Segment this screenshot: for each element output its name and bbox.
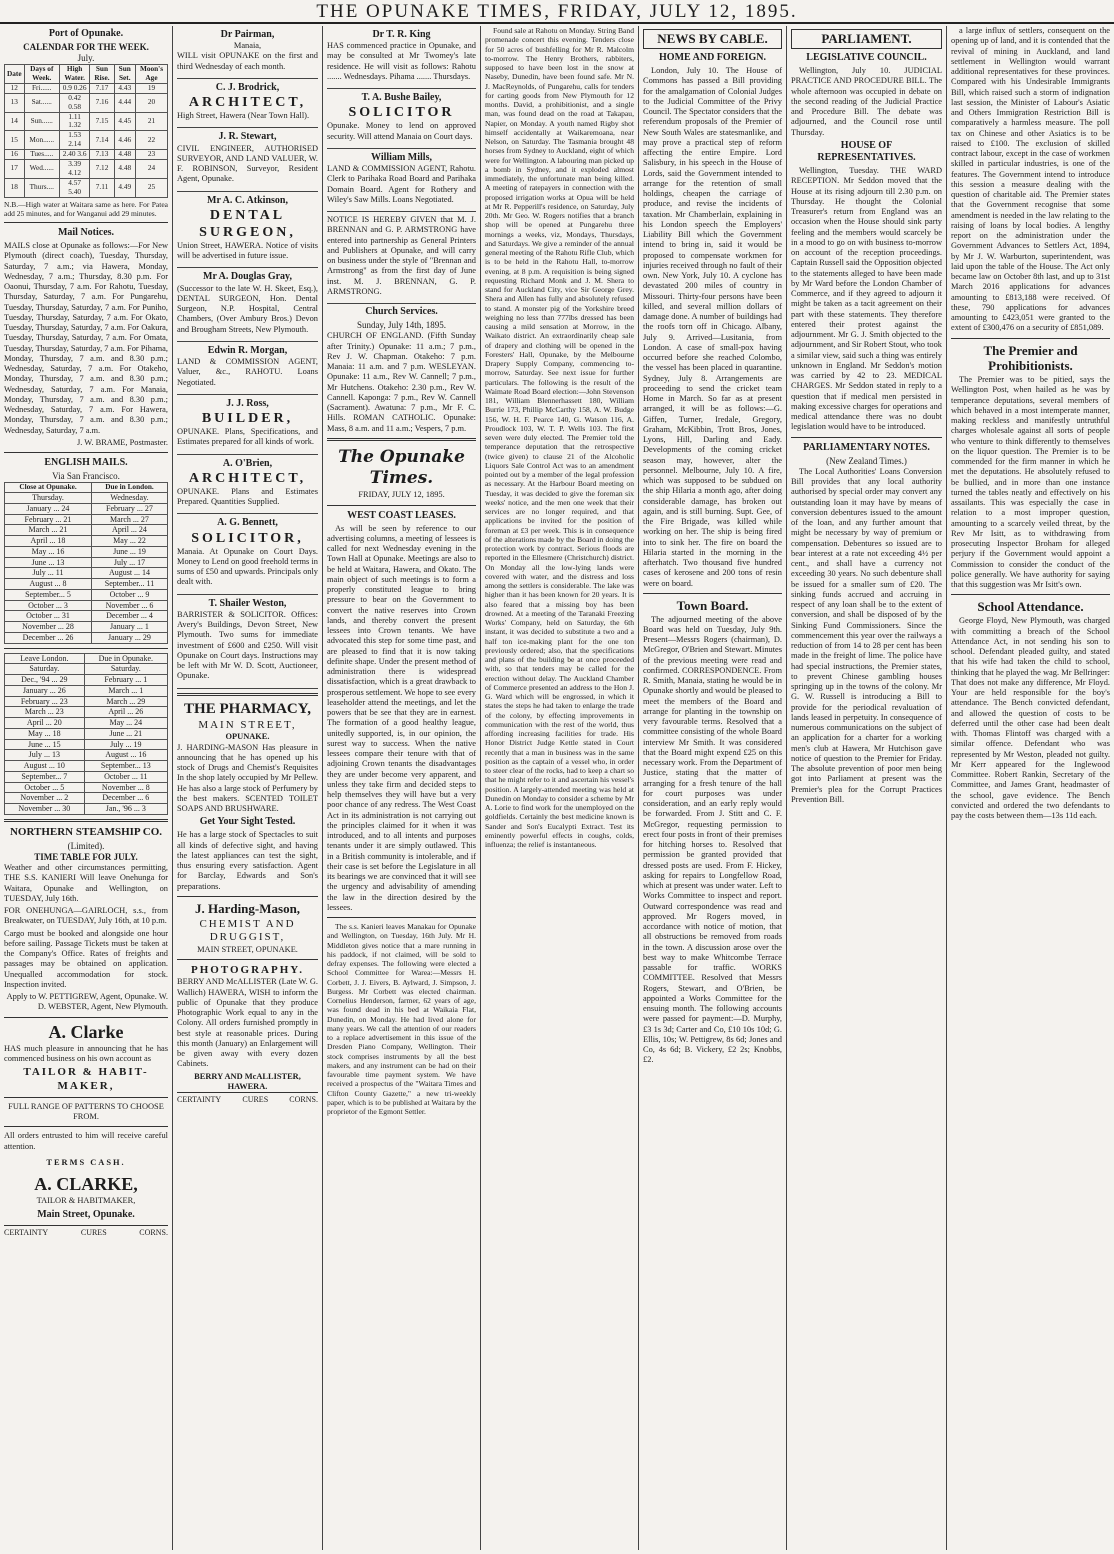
london-mails-cell: June ... 15 <box>5 739 85 750</box>
english-mails-table <box>4 482 168 643</box>
english-mails-row <box>5 557 168 568</box>
premier-title: The Premier and Prohibitionists. <box>983 342 1078 374</box>
tide-row <box>5 131 168 150</box>
london-mails-row <box>5 675 168 686</box>
school-attendance-title: School Attendance. <box>977 599 1084 615</box>
school-attendance-text: George Floyd, New Plymouth, was charged with committing a breach of the School Attendance Act, in not sending his son to school. Defendant pleaded guilty, and stated that his wife had taken the child to school, thinking that he played the wag. Mr Bellringer: That does not make any difference, Mr Floyd. Your are held responsible for the boy's attendance. The Bench convicted defendant, and allowed the question of costs to be deferred until the other case had been dealt with. Thomas Flintoff was charged with a similar offence. Defendant who was represented by Mr Weston, pleaded not guilty. Mr Kerr appeared for the Inglewood Committee. Robert Rankin, Secretary of the Committee, and James Grant, headmaster of the school, gave evidence. The Bench convicted and ordered the two defendants to pay the costs between them—13s 11d each. <box>951 616 1110 821</box>
ad-text: WILL visit OPUNAKE on the first and third Wednesday of each month. <box>177 51 318 71</box>
english-mails-header: Close at Opunake. <box>5 483 92 493</box>
sight-title: Get Your Sight Tested. <box>199 816 296 828</box>
steamship-agents: Apply to W. PETTIGREW, Agent, Opunake. W. D. WEBSTER, Agent, New Plymouth. <box>6 992 168 1012</box>
ad-name: William Mills, <box>371 151 432 163</box>
tide-cell: Thurs.... <box>24 178 59 197</box>
ad-name: J. J. Ross, <box>226 397 269 409</box>
london-mails-cell: November ... 30 <box>5 804 85 815</box>
english-mails-header: Due in London. <box>92 483 168 493</box>
clarke-address: Main Street, Opunake. <box>37 1209 135 1221</box>
ad-block <box>177 595 318 689</box>
pharmacy-text: J. HARDING-MASON Has pleasure in announcing that he has opened up his stock of Drugs and Chemist's Requisites In the shop lately occupied by Mr Pellew. He has also a large stock of Perfumery by the best makers. SCENTED TOILET SOAPS AND BRUSHWARE. <box>177 742 318 814</box>
london-mails-cell: October ... 11 <box>84 771 167 782</box>
london-mails-cell: January ... 26 <box>5 685 85 696</box>
english-mails-cell: May ... 16 <box>5 546 92 557</box>
english-mails-row <box>5 611 168 622</box>
english-mails-cell: March ... 27 <box>92 514 168 525</box>
harding-mason-sub: CHEMIST AND DRUGGIST, <box>199 917 296 944</box>
london-mails-cell: September... 7 <box>5 771 85 782</box>
london-mails-cell: Saturday. <box>84 664 167 675</box>
leader-text: As will be seen by reference to our advertising columns, a meeting of lessees is called for next Wednesday evening in the Town Hall at Opunake. Meetings are also to be held at Waitara, Hawera, and Okato. The main object of such meetings is to form a properly constituted league to bring pressure to bear on the Government to convert the native reserves into Crown lands, and thereby convert the present lessees into Crown tenants. We have advocated this step for some time past, and are pleased to find that it is now taking definite shape. Under the present method of administration there is widespread dissatisfaction, which is a great drawback to prosperous settlement. We hope to see every leaseholder attend the meetings, and let the powers that be see that they are in earnest. The formation of a good healthy league, unitedly supported, is, in our opinion, the surest way to success. When the native lessees compare their tenure with that of adjoining Crown tenants the disadvantages they are under become very apparent, and unless they take firm and decided steps to help themselves they will have but a very poor chance of any redress. The West Coast Act in its administration is not carrying out the principles claimed for it when it was introduced, and to all intents and purposes tenants under it are simply outlawed. This in a British community is intolerable, and if their case is set before the Legislature in all its bearings we are convinced that it will see the urgency and advisability of amending the law in the direction desired by the lessees. <box>327 523 476 912</box>
tide-cell: 17 <box>5 160 25 179</box>
ad-name: C. J. Brodrick, <box>215 81 280 93</box>
ad-block <box>327 89 476 149</box>
english-mails-sub: Via San Francisco. <box>52 471 120 482</box>
tide-cell: 13 <box>5 93 25 112</box>
tide-cell: 7.14 <box>90 131 114 150</box>
london-mails-row <box>5 664 168 675</box>
english-mails-cell: July ... 17 <box>92 557 168 568</box>
column-2-ads <box>177 26 318 689</box>
clarke-range: FULL RANGE OF PATTERNS TO CHOOSE FROM. <box>8 1101 164 1122</box>
ad-headline: ARCHITECT, <box>188 470 307 486</box>
tide-header-cell: Days of Week. <box>24 65 59 84</box>
english-mails-cell: January ... 24 <box>5 503 92 514</box>
english-mails-row <box>5 622 168 633</box>
tide-cell: 4.43 <box>114 83 135 93</box>
column-5 <box>638 26 786 1550</box>
tide-cell: 24 <box>135 160 167 179</box>
english-mails-cell: December ... 4 <box>92 611 168 622</box>
pharmacy-title: THE PHARMACY, <box>184 700 311 717</box>
premier-text: The Premier was to be pitied, says the Wellington Post, when hailed as he was by temperance deputations, several members of which behaved in a most intemperate manner, making reckless and manifestly untruthful charges wholesale against all sorts of people who venture to think differently to themselves on the liquor question. The Premier is to be commended for the firm manner in which he met the deputations. He absolutely refused to be bullied, and in more than one instance turned the tables neatly and effectively on his assailants. This was especially the case in relation to a most improper question, amounting to a scarcely veiled threat, by the Rev Mr Isitt, as to withdrawing from prosecuting Inspector Broham for alleged perjury if the Government would appoint a Commission to consider the conduct of the police generally. We have authority for saying that this suggestion was Mr Isitt's own. <box>951 375 1110 590</box>
london-mails-cell: March ... 1 <box>84 685 167 696</box>
english-mails-row <box>5 536 168 547</box>
column-2 <box>172 26 322 1550</box>
ad-headline: BUILDER, <box>201 411 294 427</box>
cures-word-3: CORNS. <box>289 1095 318 1105</box>
ad-place: Manaia, <box>233 41 262 51</box>
ad-block <box>327 26 476 89</box>
ad-text: OPUNAKE. Plans and Estimates Prepared. Quantities Supplied. <box>177 486 318 507</box>
tide-cell: 4.44 <box>114 93 135 112</box>
ad-block <box>177 514 318 594</box>
clarke-sign: A. CLARKE, <box>34 1174 138 1195</box>
english-mails-cell: December ... 26 <box>5 632 92 643</box>
english-mails-cell: October ... 9 <box>92 589 168 600</box>
house-text: Wellington, Tuesday. THE WARD RECEPTION. Mr Seddon moved that the House at its rising adjourn till 2.30 p.m. on Thursday. He thought the Colonial Treasurer's return from England was an occasion when the House should sink party feeling and the members would scarcely be in a mood to go on with business to-morrow on account of the reception proceedings. Captain Russell said the Opposition objected to the statements alleged to have been made by Mr Ward before the London Chamber of Commerce, and if they agreed to adjourn it might be taken as a tacit agreement on their part with these statements. They therefore entered their protest against the adjournment. Mr G. J. Smith objected to the adjournment, and Sir Robert Stout, who took a similar view, said such a thing was entirely unknown in England. Mr Seddon's motion was carried by 42 to 23. MEDICAL CHARGES. Mr Seddon stated in reply to a question that if medical men persisted in making excessive charges for operations and medical attendance there was no doubt legislation would have to be introduced. <box>791 166 942 432</box>
english-mails-cell: June ... 19 <box>92 546 168 557</box>
tide-row <box>5 93 168 112</box>
london-mails-cell: August ... 10 <box>5 761 85 772</box>
london-mails-cell: March ... 29 <box>84 696 167 707</box>
ad-name: J. R. Stewart, <box>218 131 277 143</box>
ad-block <box>327 212 476 304</box>
ad-name: T. Shailer Weston, <box>208 597 287 609</box>
steamship-text-2: FOR ONEHUNGA—GAIRLOCH, s.s., from Breakwater, on TUESDAY, July 16th, at 10 p.m. <box>4 906 168 926</box>
london-mails-cell: March ... 23 <box>5 707 85 718</box>
tide-row <box>5 150 168 160</box>
town-board-title: Town Board. <box>676 597 749 613</box>
english-mails-row <box>5 632 168 643</box>
cures-word-1: CERTAINTY <box>177 1095 222 1105</box>
steamship-title: NORTHERN STEAMSHIP CO. <box>9 825 163 838</box>
council-text: Wellington, July 10. JUDICIAL PRACTICE AND PROCEDURE BILL. The whole afternoon was occupied in debate on the second reading of the Judicial Practice and Procedure Bill. The debate was adjourned, and the Council rose until Thursday. <box>791 66 942 137</box>
sight-text: He has a large stock of Spectacles to suit all kinds of defective sight, and having the latest appliances can test the sight, thus ensuring every satisfaction. Agent for Barclay, Edwards and Son's preparations. <box>177 830 318 891</box>
ad-block <box>177 342 318 395</box>
column-7-text: a large influx of settlers, consequent on the opening up of land, and it is contended that the revival of mining in Auckland, and land settlement in Wellington would warrant additional representatives for these provinces. Compared with his Undesirable Immigrants Bill, which raised such a storm of indignation last session, the Minister of Labour's Asiatic and Others Immigration Restriction Bill is comparatively a harmless measure. The poll tax on Chinese and other Asiatics is to be raised to £100. The exclusion of skilled contract labour, except in the case of workmen skilled in particular industries, is one of the features. The Government intend to introduce this session a measure dealing with the question of charitable aid. The Premier states that the Government recognise that some amendment is needed in the law relating to the raising of loans by local bodies. A lengthy report on the administration under the Government Advances to Settlers Act, 1894, by Mr J. W. Warburton, superintendent, was laid upon the table of the House. The Act only became law on October 8th last, and up to 31st March 2016 applications for advances amounting to £813,188 were received. Of these, 790 applications for advances amounting to £423,051 were granted to the extent of £300,476 on a security of £851,089. <box>951 26 1110 333</box>
ad-name: Dr T. R. King <box>372 29 431 40</box>
london-mails-cell: April ... 26 <box>84 707 167 718</box>
london-mails-row <box>5 728 168 739</box>
tide-header-cell: High Water. <box>59 65 89 84</box>
tide-cell: 4.48 <box>114 150 135 160</box>
london-mails-cell: September... 13 <box>84 761 167 772</box>
london-mails-cell: May ... 24 <box>84 718 167 729</box>
news-by-cable-title: NEWS BY CABLE. <box>643 29 782 49</box>
local-news-text: Found sale at Rahotu on Monday. String Band promenade concert this evening. Tenders close for 50 acres of bushfelling for Mr R. Malcolm to-morrow. The Henry Brothers, rabbiters, supposed to have been lost in the snow at Naseby, Dunedin, have been found safe. Mr N. J. MacReynolds, of Pungarehu, calls for tenders for carting goods from New Plymouth for 12 months. David, a prohibitionist, and a single man, was found dead on the road at Takapau, Napier, on Monday. A youth named Rigby shot himself accidentally at Waikaremoana, near Nelson, on Saturday. The Tasmania brought 48 horses from Sydney to Auckland, eight of which were for Wellington. A labouring man picked up a bomb in Sydney, and it exploded almost immediately, the unfortunate man being killed. A meeting of ratepayers in connection with the proposed irrigation works at Opua will be held at Mr R. Pepperill's residence, on Saturday, July 20th. Mr Geo. W. Rogers notifies that a branch shop will be opened at Pungarehu three mornings a weeks, viz, Mondays, Thursdays, and Saturdays. We give a reminder of the annual general meeting of the Rahotu Rifle Club, which is to be held in the Rahotu Hall, to-morrow evening, at 8 p.m. A requisition is being signed requesting Richard Monk and J. M. Shera to stand for Auckland City, vice Sir George Grey. Shera and Allen has fully and absolutely refused to stand. A monster pig of the Yorkshire breed weighing no less than 777lbs dressed has been causing a mild sensation at Morrow, in the Waikato district. An extraordinarily cheap sale of drapery and clothing will be opened in the Foresters' Hall, Opunake, by the Melbourne Drapery Supply Company, commencing to-morrow, Saturday. See next issue for further particulars. The following is the result of the Waimate Road Board election:—John Stevenson 181, William Blennerhassett 180, William Burrie 173, Phillip McCarthy 158, A. W. Budge 156, W. H. F. Pearce 140, G. Watson 116, A. Proudlock 103, W. T. P. Wells 103. The first seven were duly elected. The Premier told the temperance deputation that the retrospective (twice given) to clause 21 of the Alcoholic Liquors Sale Control Act was to an amendment pointed out by a member of the legal profession as necessary. At the Harbour Board meeting on Tuesday, it was decided to give the foreman six weeks' notice, and the men one week that their services are no longer required, and that applications be invited for the position of foreman at £3 per week. This is in consequence of the alterations made by the Board in doing the protection work by contract. Serious floods are reported in the Ellesmere (Christchurch) district. On Monday all the low-lying lands were covered with water, and the distress and loss among the settlers is considerable. The lake was higher than it has been known for 20 years. It is also feared that a missing boy has been drowned. At a meeting of the Taranaki Freezing Works' Company, held on Saturday, the 6th instant, it was decided to substitute a two and a half ton ice-making plant for the one ton previously ordered; also, that the specifications and plans of the building be at once proceeded with, so that tenders may be called for the erection without delay. The Auckland Chamber of Commerce presented an address to the Hon J. G. Ward which will be engrossed, in which it states the steps he had taken to enlarge the trade of the colony, by effecting improvements in communication with the rest of the world, thus affording increasing facilities for trade. His Honor District Judge Kettle stated in Court recently that a man in business was in the same position as the captain of a vessel who, in order to steer clear of the rocks, had to keep a chart so that he might refer to it and ascertain his vessel's position. A largely-attended meeting was held at Dunedin on Monday to consider a scheme by Mr A. Lorie to find work for the unemployed on the goldfields. Certainly the best medicine known is Sander and Son's Eucalypti Extract. Test its eminently powerful effects in coughs, colds, influenza; the relief is instantaneous. <box>485 26 634 849</box>
london-mails-row <box>5 793 168 804</box>
photography-text: BERRY AND McALLISTER (Late W. G. Wallich) HAWERA, WISH to inform the public of Opunake that they produce Photographic Work equal to any in the Colony. All orders furnished promptly in best style at reasonable prices. During this month (January) an Enlargement will be given away with every dozen Cabinets. <box>177 977 318 1069</box>
mail-notices-text: MAILS close at Opunake as follows:—For New Plymouth (direct coach), Tuesday, Thursday, Saturday, 7 a.m.; via Hawera, Monday, Wednesday, 7 a.m.; Thursday, 8.30 p.m. For Oaonui, Thursday, 7 a.m. For Rahotu, Tuesday, Thursday, Saturday, 7 a.m. For Pungarehu, Tuesday, Thursday, Saturday, 7 a.m. For Puniho, Tuesday, Thursday, Saturday, 7 a.m. For Okato, Tuesday, Thursday, Saturday, 7 a.m. For Oakura, Tuesday, Thursday, Saturday, 7 a.m. For Omata, Tuesday, Thursday, Saturday, 7 a.m. For Pihama, Monday, Thursday, 7 a.m. and 8.30 p.m.; Wednesday, Saturday, 7 a.m. For Otakeho, Monday, Thursday, 7 a.m. and 8.30 p.m.; Wednesday, Saturday, 7 a.m. For Manaia, Monday, Thursday, 7 a.m. and 8.30 p.m.; Wednesday, Saturday, 7 a.m. For Hawera, Monday, Thursday, 7 a.m. and 8.30 p.m.; Wednesday, Saturday, 7 a.m. <box>4 241 168 435</box>
london-mails-cell: February ... 23 <box>5 696 85 707</box>
tide-row <box>5 83 168 93</box>
ad-name: A. G. Bennett, <box>217 517 278 529</box>
paper-date: FRIDAY, JULY 12, 1895. <box>358 490 445 500</box>
ad-block <box>177 79 318 129</box>
tide-row <box>5 112 168 131</box>
tide-cell: 2.40 3.6 <box>59 150 89 160</box>
tide-cell: 0.9 0.26 <box>59 83 89 93</box>
london-mails-row <box>5 739 168 750</box>
english-mails-cell: April ... 24 <box>92 525 168 536</box>
english-mails-cell: March ... 21 <box>5 525 92 536</box>
tide-cell: 4.45 <box>114 112 135 131</box>
ad-block <box>177 26 318 79</box>
column-3 <box>322 26 480 1550</box>
london-mails-cell: April ... 20 <box>5 718 85 729</box>
clarke-sign-2: TAILOR & HABITMAKER, <box>36 1196 136 1206</box>
london-mails-cell: July ... 13 <box>5 750 85 761</box>
parliament-title: PARLIAMENT. <box>791 29 942 49</box>
church-text: CHURCH OF ENGLAND. (Fifth Sunday after Trinity.) Opunake: 11 a.m.; 7 p.m., Rev J. W. Chapman. Otakeho: 7 p.m. Manaia: 11 a.m. and 7 p.m. WESLEYAN. Opunake: 11 a.m., Rev W. Cannell; 7 p.m., Mr Hutchens. Otakeho: 2.30 p.m., Rev W. Cannell. Kaponga: 7 p.m., Rev W. Cannell (Sacrament). Awatuna: 7 p.m., Mr F. C. Hills. ROMAN CATHOLIC. Opunake: Mass, 8 a.m. and 11 a.m.; Vespers, 7 p.m. <box>327 331 476 433</box>
ad-name: Edwin R. Morgan, <box>207 344 288 356</box>
tide-cell: 21 <box>135 112 167 131</box>
clarke-terms: TERMS CASH. <box>46 1157 126 1167</box>
misc-text: The s.s. Kanieri leaves Manakau for Opunake and Wellington, on Tuesday, 16th July. Mr H. Middleton gives notice that a mare running in his paddock, if not claimed, will be sold to defray expenses. The following were elected a School Committee for Warea:—Messrs H. Corbett, J. J. Eivers, B. Aylward, J. Simpson, J. Burgess. Mr Corbett was elected chairman. Cornelius Henderson, farmer, 62 years of age, was found dead in his bed at Waikaia Flat, Dunedin, on Monday. He had lived alone for many years. We call the attention of our readers to a replace advertisement in this issue of the Dresden Piano Company, Wellington. Their stock comprises instruments by all the best makers, and any instrument can be had on their favourable time payment system. We have received a prospectus of the "Waitara Times and Clifton County Gazette," a new tri-weekly paper, which is to be published at Waitara by the proprietor of the Egmont Settler. <box>327 922 476 1117</box>
ad-headline: ARCHITECT, <box>188 95 307 111</box>
ad-text: NOTICE IS HEREBY GIVEN that M. J. BRENNAN and G. P. ARMSTRONG have entered into partnership as General Printers and Publishers at Opunake, and will carry on business under the style of "Brennan and Armstrong" as from the first day of June inst. M. J. BRENNAN, G. P. ARMSTRONG. <box>327 215 476 296</box>
ad-text: OPUNAKE. Plans, Specifications, and Estimates prepared for all kinds of work. <box>177 427 318 447</box>
london-mails-cell: November ... 2 <box>5 793 85 804</box>
photography-title: PHOTOGRAPHY. <box>191 963 304 976</box>
clarke-orders: All orders entrusted to him will receive careful attention. <box>4 1131 168 1151</box>
parliamentary-notes-text: The Local Authorities' Loans Conversion Bill provides that any local authority authorised by special order may convert any outstanding loan it may have by means of conversion debentures issued to the amount of the loan, and any further amount that might be necessary by way of premium or compensation. Debentures so issued are to bear interest at a rate not exceeding 4½ per cent., and shall have a currency not exceeding 30 years. No such debenture shall be issued for a smaller sum of £20. The sinking funds accrued and accruing in respect of any loan shall be to the extent of conversion, and shall be disposed of by the Sinking Fund Commissioners. Since the commencement this year over the railways a reduction of from 14 to 28 per cent has been made in the freight of lime. The police have had special instructions, the Premier states, to prevent Chinese gambling houses springing up in the towns of the colony. Mr G. W. Russell is introducing a Bill to provide for the periodical revaluation of lands leased in perpetuity. In consequence of numerous communications on the subject of an application for a charter for a working men's club at Hawera, Mr Hutchison gave notice of question to the Premier for Friday. The absolute prevention of poor men being got into Parliament at present was the Premier's plea for the Corrupt Practices Prevention Bill. <box>791 466 942 804</box>
london-mails-cell: June ... 21 <box>84 728 167 739</box>
english-mails-cell: August ... 14 <box>92 568 168 579</box>
tide-cell: 4.46 <box>114 131 135 150</box>
london-mails-row <box>5 707 168 718</box>
english-mails-row <box>5 503 168 514</box>
london-mails-table <box>4 653 168 815</box>
tide-cell: 4.48 <box>114 160 135 179</box>
ad-text: High Street, Hawera (Near Town Hall). <box>177 111 310 121</box>
london-mails-row <box>5 696 168 707</box>
tide-cell: 3.39 4.12 <box>59 160 89 179</box>
tide-header-cell: Sun Set. <box>114 65 135 84</box>
ad-block <box>177 455 318 515</box>
ad-name: T. A. Bushe Bailey, <box>361 92 442 104</box>
london-mails-cell: October ... 5 <box>5 782 85 793</box>
cures-word-1: CERTAINTY <box>4 1227 49 1237</box>
church-title: Church Services. <box>365 306 438 318</box>
ad-block <box>177 395 318 455</box>
tide-cell: 22 <box>135 131 167 150</box>
london-mails-row <box>5 771 168 782</box>
tide-note: N.B.—High water at Waitara same as here. For Patea add 25 minutes, and for Wanganui add 29 minutes. <box>4 199 168 218</box>
ad-name: Mr A. Douglas Gray, <box>203 271 292 283</box>
tide-cell: 7.12 <box>90 160 114 179</box>
cures-banner-2 <box>177 1092 318 1105</box>
london-mails-cell: November ... 8 <box>84 782 167 793</box>
column-1 <box>0 26 172 1550</box>
ad-headline: SOLICITOR <box>348 105 455 121</box>
english-mails-row <box>5 579 168 590</box>
ad-block <box>177 128 318 191</box>
tide-cell: 16 <box>5 150 25 160</box>
harding-mason-address: MAIN STREET, OPUNAKE. <box>197 944 298 954</box>
clarke-trade: TAILOR & HABIT-MAKER, <box>23 1066 149 1092</box>
tide-cell: 19 <box>135 83 167 93</box>
london-mails-row <box>5 685 168 696</box>
ad-text: BARRISTER & SOLICITOR. Offices: Avery's Buildings, Devon Street, New Plymouth. Two sums for immediate investment of £600 and £250. Will visit Opunake on Court days. Instructions may be left with Mr W. D. Scott, Auctioneer, Opunake. <box>177 609 318 681</box>
english-mails-cell: August ... 8 <box>5 579 92 590</box>
english-mails-cell: October ... 31 <box>5 611 92 622</box>
calendar-month: July. <box>77 53 95 64</box>
london-mails-cell: Due in Opunake. <box>84 653 167 664</box>
tide-cell: 12 <box>5 83 25 93</box>
tide-cell: Wed...... <box>24 160 59 179</box>
london-mails-row <box>5 782 168 793</box>
tide-cell: 15 <box>5 131 25 150</box>
column-4 <box>480 26 638 1550</box>
london-mails-cell: July ... 19 <box>84 739 167 750</box>
cures-word-3: CORNS. <box>139 1227 168 1237</box>
ad-name: A. O'Brien, <box>222 457 273 469</box>
council-title: LEGISLATIVE COUNCIL. <box>806 51 927 63</box>
cures-word-2: CURES <box>80 1227 107 1237</box>
parliamentary-notes-title: PARLIAMENTARY NOTES. <box>803 441 930 453</box>
tide-row <box>5 178 168 197</box>
tide-cell: 7.17 <box>90 83 114 93</box>
english-mails-cell: Thursday. <box>5 493 92 504</box>
tide-header-cell: Date <box>5 65 25 84</box>
cures-banner-1 <box>4 1225 168 1238</box>
tide-cell: 7.15 <box>90 112 114 131</box>
english-mails-cell: February ... 21 <box>5 514 92 525</box>
ad-text: HAS commenced practice in Opunake, and may be consulted at Mr Twomey's late residence. He will visit as follows: Rahotu ....... Wednesdays. Pihama ....... Thursdays. <box>327 41 476 81</box>
tide-cell: 7.13 <box>90 150 114 160</box>
english-mails-cell: October ... 3 <box>5 600 92 611</box>
london-mails-cell: Dec., '94 ... 29 <box>5 675 85 686</box>
photography-sign: BERRY AND McALLISTER, HAWERA. <box>194 1071 301 1091</box>
tide-cell: 0.42 0.58 <box>59 93 89 112</box>
english-mails-cell: April ... 18 <box>5 536 92 547</box>
steamship-timetable: TIME TABLE FOR JULY. <box>34 852 138 863</box>
london-mails-cell: Jan., '96 ... 3 <box>84 804 167 815</box>
ad-block <box>177 192 318 269</box>
english-mails-row <box>5 525 168 536</box>
english-mails-cell: May ... 22 <box>92 536 168 547</box>
london-mails-row <box>5 750 168 761</box>
english-mails-cell: November ... 28 <box>5 622 92 633</box>
port-title: Port of Opunake. <box>48 28 124 39</box>
clarke-name: A. Clarke <box>48 1021 124 1042</box>
pharmacy-town: OPUNAKE. <box>225 732 270 742</box>
tide-cell: 7.11 <box>90 178 114 197</box>
column-3-ads <box>327 26 476 304</box>
news-text: London, July 10. The House of Commons has passed a Bill providing for the amalgamation of Colonial Judges to the Judicial Committee of the Privy Council. The Spectator considers that the referendum proposals of the Premier of New South Wales are statesmanlike, and may prove a practical step of reform affecting the entire Empire. Lord Salisbury, in his speech in the House of Lords, said the Government intended to arrange for the retention of small holdings, cheapen the carriage of produce, and revise the incidents of taxation. Mr Chamberlain, explaining in his London speech the Employers' Liability Bill which the Government intend to bring in, said it would be proposed to compensate workmen for injuries received through no fault of their own. New York, July 10. A cyclone has devastated 200 miles of country in Missouri. Thirty-four persons have been killed, and several million dollars of damage done. A number of buildings had the roofs torn off in Chicago. Albany, July 9. Arrived—Lusitania, from London. A case of small-pox having occurred before she reached Colombo, the vessel has been placed in quarantine. Sydney, July 8. Arrangements are proceeding to send the cricket team Home in March. So far as at present arranged, it will be as follows:—G. Giffen, Turner, Iredale, Gregory, Graham, McKibbin, Trott Bros, Jones, Lyons, Hill, Darling and Eady. Developments of the coming cricket season may, however, alter the personnel. Melbourne, July 10. A fire, which was supposed to be subdued on the ship Hilaria a month ago, after doing considerable damage, has broken out again, and is still burning. Supt. Gee, of the Fire Brigade, was killed while working on her. The ship is being fired into to sink her. The fire on board the Hilaria started in the morning in the afterhatch. Two thousand five hundred cases of kerosene and 200 tons of resin were on board. <box>643 66 782 588</box>
tide-cell: Sat...... <box>24 93 59 112</box>
ad-text: Opunake. Money to lend on approved security. Will attend Manaia on Court days. <box>327 121 476 141</box>
tide-cell: 4.57 5.40 <box>59 178 89 197</box>
english-mails-title: ENGLISH MAILS. <box>44 457 128 469</box>
tide-header-cell: Moon's Age <box>135 65 167 84</box>
ad-block <box>327 149 476 212</box>
ad-block <box>177 268 318 341</box>
ad-name: Dr Pairman, <box>220 29 275 40</box>
mail-notices-title: Mail Notices. <box>57 226 115 238</box>
english-mails-cell: January ... 29 <box>92 632 168 643</box>
tide-cell: 7.16 <box>90 93 114 112</box>
london-mails-cell: December ... 6 <box>84 793 167 804</box>
ad-headline: DENTAL SURGEON, <box>199 207 296 240</box>
home-foreign-title: HOME AND FOREIGN. <box>659 51 766 63</box>
english-mails-row <box>5 514 168 525</box>
english-mails-cell: February ... 27 <box>92 503 168 514</box>
tide-row <box>5 160 168 179</box>
column-7 <box>946 26 1114 1550</box>
paper-title: The Opunake Times. <box>338 446 465 488</box>
cures-word-2: CURES <box>242 1095 269 1105</box>
steamship-text: Weather and other circumstances permitting, THE S.S. KANIERI Will leave Onehunga for Waitara, Opunake and Wellington, on TUESDAY, July 16th. <box>4 863 168 903</box>
tide-cell: 1.11 1.32 <box>59 112 89 131</box>
tide-cell: Tues..... <box>24 150 59 160</box>
tide-cell: Mon...... <box>24 131 59 150</box>
tide-cell: 14 <box>5 112 25 131</box>
tide-cell: 1.53 2.14 <box>59 131 89 150</box>
column-6 <box>786 26 946 1550</box>
tide-table <box>4 64 168 197</box>
tide-cell: 23 <box>135 150 167 160</box>
london-mails-row <box>5 804 168 815</box>
steamship-text-3: Cargo must be booked and alongside one hour before sailing. Passage Tickets must be taken at the Company's Office. Rates of freights and passages may be obtained on application. Unequalled accommodation for stock. Inspection invited. <box>4 928 168 989</box>
tide-cell: Sun...... <box>24 112 59 131</box>
english-mails-cell: September... 11 <box>92 579 168 590</box>
tide-cell: Fri...... <box>24 83 59 93</box>
english-mails-cell: Wednesday. <box>92 493 168 504</box>
london-mails-row <box>5 653 168 664</box>
london-mails-cell: May ... 18 <box>5 728 85 739</box>
english-mails-cell: November ... 6 <box>92 600 168 611</box>
london-mails-cell: Leave London. <box>5 653 85 664</box>
leader-title: WEST COAST LEASES. <box>347 509 456 521</box>
tide-header-cell: Sun Rise. <box>90 65 114 84</box>
ad-text: (Successor to the late W. H. Skeet, Esq.), DENTAL SURGEON, Hon. Dental Surgeon, N.P. Hospital, Central Chambers, (Over Ambury Bros.) Devon and Brougham Streets, New Plymouth. <box>177 283 318 334</box>
ad-name: Mr A. C. Atkinson, <box>207 194 288 206</box>
tide-cell: 20 <box>135 93 167 112</box>
harding-mason-title: J. Harding-Mason, <box>194 900 301 916</box>
ad-text: CIVIL ENGINEER, AUTHORISED SURVEYOR, AND LAND VALUER, W. F. ROBINSON, Surveyor, Resident Agent, Opunake. <box>177 143 318 184</box>
calendar-title: CALENDAR FOR THE WEEK. <box>23 42 149 53</box>
house-title: HOUSE OF REPRESENTATIVES. <box>817 139 916 163</box>
pharmacy-street: MAIN STREET, <box>198 718 297 731</box>
london-mails-cell: Saturday. <box>5 664 85 675</box>
london-mails-row <box>5 718 168 729</box>
church-date: Sunday, July 14th, 1895. <box>357 320 446 331</box>
ad-text: Union Street, HAWERA. Notice of visits will be advertised in future issue. <box>177 240 318 261</box>
postmaster: J. W. BRAME, Postmaster. <box>77 437 168 447</box>
english-mails-row <box>5 568 168 579</box>
english-mails-row <box>5 600 168 611</box>
ad-text: LAND & COMMISSION AGENT, Valuer, &c., RAHOTU. Loans Negotiated. <box>177 357 318 387</box>
tide-cell: 18 <box>5 178 25 197</box>
steamship-sub: (Limited). <box>67 841 105 852</box>
english-mails-cell: July ... 11 <box>5 568 92 579</box>
london-mails-cell: February ... 1 <box>84 675 167 686</box>
tide-cell: 4.49 <box>114 178 135 197</box>
masthead: THE OPUNAKE TIMES, FRIDAY, JULY 12, 1895. <box>0 0 1114 24</box>
london-mails-cell: August ... 16 <box>84 750 167 761</box>
ad-text: LAND & COMMISSION AGENT, Rahotu. Clerk to Parihaka Road Board and Parihaka Domain Board. Agent for Rothery and Wiley's Saw Mills. Loans Negotiated. <box>327 164 476 204</box>
clarke-text: HAS much pleasure in announcing that he has commenced business on his own account as <box>4 1043 168 1063</box>
english-mails-row <box>5 589 168 600</box>
english-mails-cell: June ... 13 <box>5 557 92 568</box>
english-mails-cell: January ... 1 <box>92 622 168 633</box>
english-mails-row <box>5 493 168 504</box>
london-mails-row <box>5 761 168 772</box>
english-mails-row <box>5 546 168 557</box>
parliamentary-notes-sub: (New Zealand Times.) <box>826 455 907 466</box>
town-board-text: The adjourned meeting of the above Board was held on Tuesday, July 9th. Present—Messrs Rogers (chairman), D. McGregor, O'Brien and Stewart. Minutes of the previous meeting were read and confirmed. CORRESPONDENCE. From R. Smith, Manaia, stating he would be in Opunake shortly and would be pleased to meet the members of the Board and arrange for planting in the township on very favourable terms. Resolved that a committee consisting of the whole Board interview Mr Smith. It was considered that the Board might expend £25 on this necessary work. From the Department of Justice, stating that the matter of arranging for a fresh tenure of the hall for court purposes was under consideration, and an early reply would be forwarded. From J. Stitt and C. F. McGregor, requesting permission to erect four posts in front of their premises for hitching horses to. Resolved that permission be granted provided that dressed posts are used. From F. Hickey, asking for repairs to Longfellow Road, which at present was under water. Left to Works Committee to inspect and report. Outward correspondence was read and approved. Mr Rogers moved, in accordance with notice of motion, that all obstructions be removed from roads in the town. A discussion arose over the best way to make Whitcombe Terrace passable for traffic. WORKS COMMITTEE. Resolved that Messrs Rogers, Stewart, and O'Brien, be appointed a Works Committee for the ensuing month. The following accounts were passed for payment:—D. Murphy, £3 1s 3d; Carter and Co, £10 10s 10d; G. Ellis, 10s; W. Pettigrew, 8s 6d; Jones and Co, 4s 6d; B. Vickery, £2 2s; Knobbs, £2. <box>643 614 782 1065</box>
ad-headline: SOLICITOR, <box>191 530 304 546</box>
english-mails-cell: September... 5 <box>5 589 92 600</box>
ad-text: Manaia. At Opunake on Court Days. Money to Lend on good freehold terms in sums of £50 and upwards. Principals only dealt with. <box>177 546 318 587</box>
tide-cell: 25 <box>135 178 167 197</box>
